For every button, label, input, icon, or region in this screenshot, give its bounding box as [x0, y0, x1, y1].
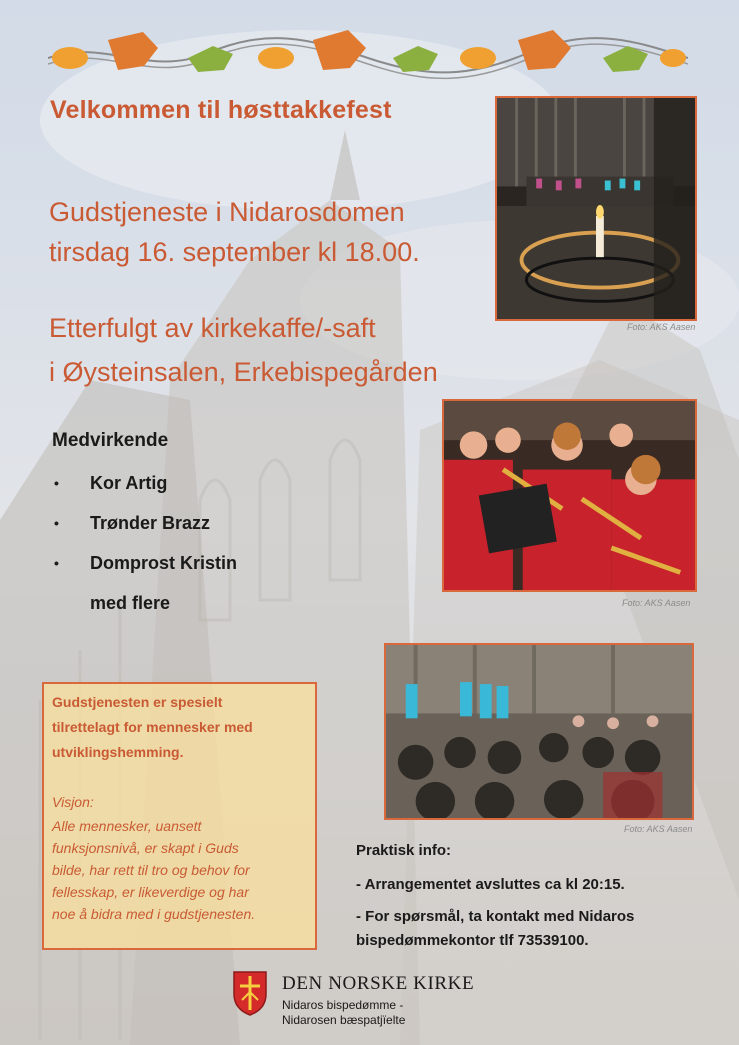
photo-credit: Foto: AKS Aasen — [627, 322, 696, 332]
photo-brass-band — [442, 399, 697, 592]
photo-candle-ring — [495, 96, 697, 321]
contributors-heading: Medvirkende — [52, 430, 169, 451]
list-item: • Kor Artig — [52, 470, 237, 510]
photo-credit: Foto: AKS Aasen — [624, 824, 693, 834]
infobox-lead: Gudstjenesten er spesielt tilrettelagt for mennesker med utviklingshemming. — [52, 694, 253, 760]
list-item: med flere — [90, 593, 171, 613]
diocese-name: Nidaros bispedømme - — [282, 998, 404, 1012]
coffee-line: Etterfulgt av kirkekaffe/-saft — [49, 313, 376, 343]
list-item: • Trønder Brazz — [52, 510, 237, 550]
coffee-location: i Øysteinsalen, Erkebispegården — [49, 357, 438, 387]
practical-info — [356, 842, 706, 961]
church-logo — [232, 970, 532, 1030]
list-item: • Domprost Kristin — [52, 550, 237, 590]
coffee-info — [49, 306, 438, 394]
page-title: Velkommen til høsttakkefest — [50, 96, 392, 124]
contributors-list — [52, 470, 237, 630]
organization-name: DEN NORSKE KIRKE — [282, 973, 475, 994]
autumn-leaves-border — [48, 18, 688, 88]
service-location: Gudstjeneste i Nidarosdomen — [49, 197, 405, 227]
church-shield-icon — [232, 970, 268, 1016]
practical-item-contact: - For spørsmål, ta kontakt med Nidaros bispedømmekontor tlf 73539100. — [356, 908, 635, 949]
vision-text: Alle mennesker, uansett funksjonsnivå, er skapt i Guds bilde, har rett til tro og behov for fellesskap, er likeverdige og har noe å bidra med i gudstjenesten. — [52, 818, 256, 922]
service-date: tirsdag 16. september kl 18.00. — [49, 237, 420, 267]
vision-heading: Visjon: — [52, 794, 94, 810]
photo-congregation — [384, 643, 694, 820]
practical-heading: Praktisk info: — [356, 842, 452, 859]
practical-item-end-time: - Arrangementet avsluttes ca kl 20:15. — [356, 876, 625, 893]
photo-credit: Foto: AKS Aasen — [622, 598, 691, 608]
diocese-name-sami: Nidarosen bæspatjïelte — [282, 1013, 406, 1027]
service-info — [49, 192, 420, 272]
accessibility-infobox — [42, 682, 317, 950]
